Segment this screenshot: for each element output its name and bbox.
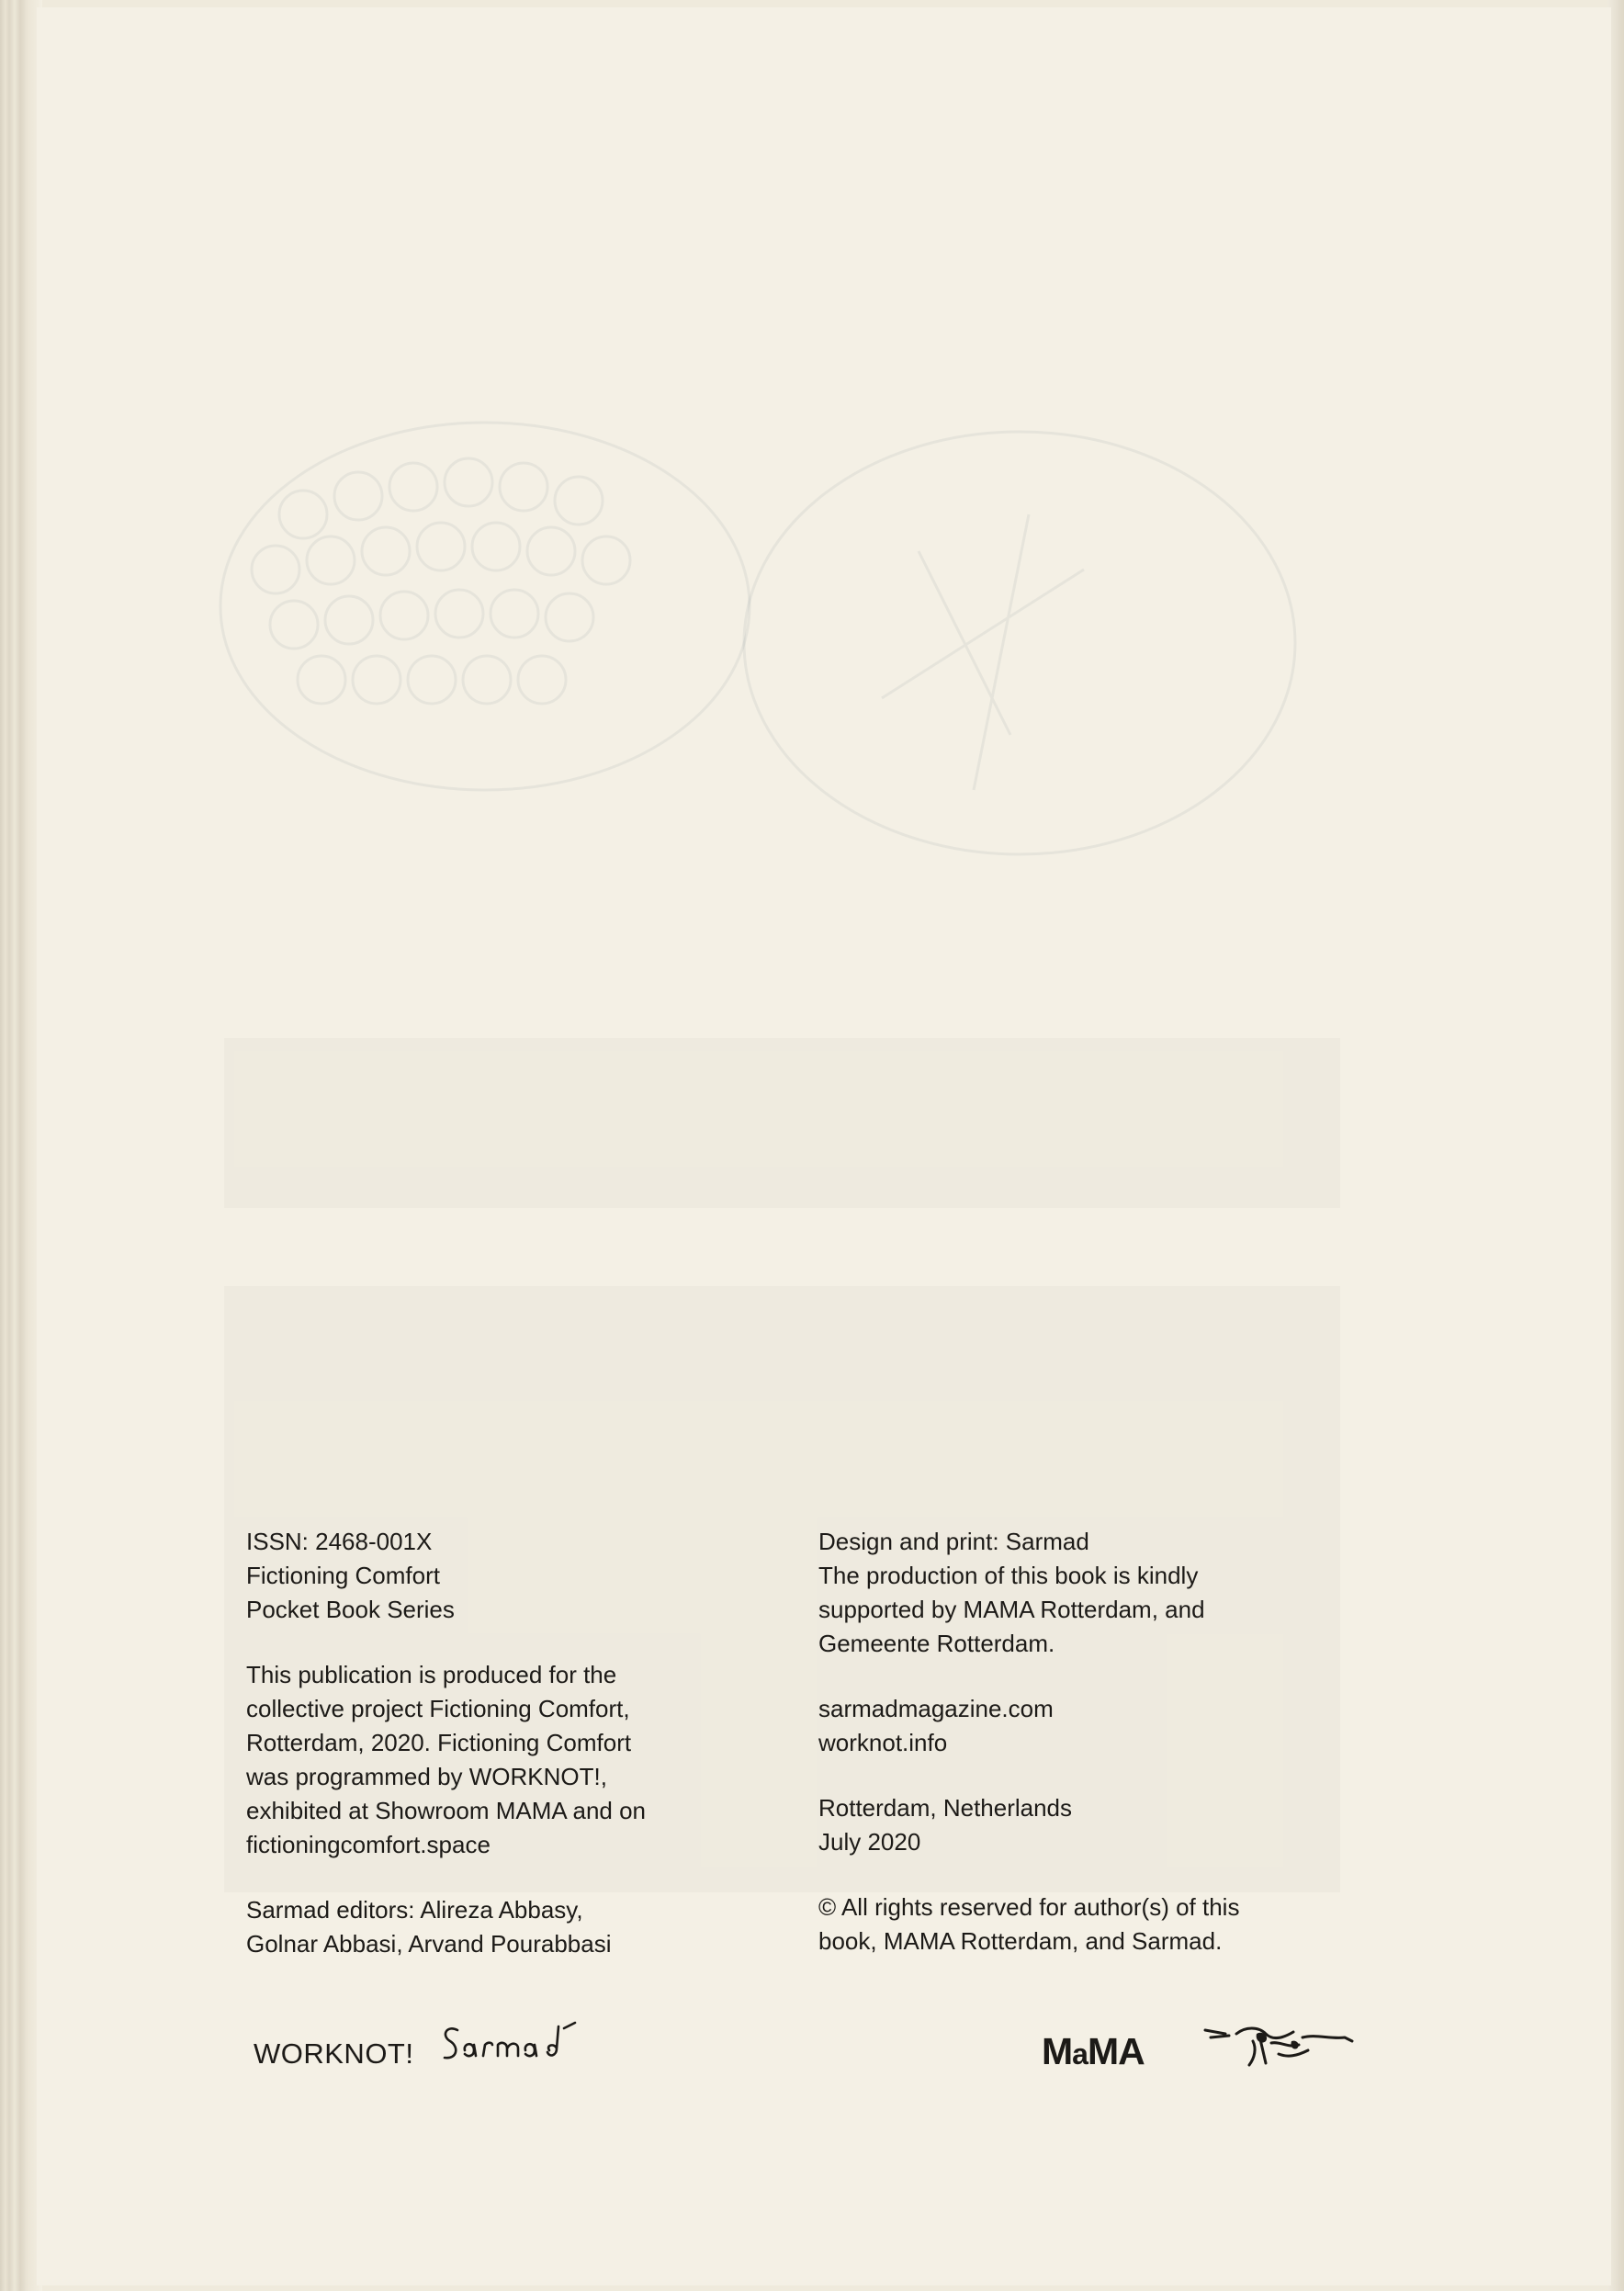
series-subtitle: Pocket Book Series [246, 1596, 455, 1623]
mama-logo [1042, 2030, 1145, 2073]
about-line: Rotterdam, 2020. Fictioning Comfort [246, 1729, 632, 1756]
about-line: fictioningcomfort.space [246, 1831, 491, 1858]
editors-line: Golnar Abbasi, Arvand Pourabbasi [246, 1930, 612, 1958]
about-line: collective project Fictioning Comfort, [246, 1695, 630, 1722]
colophon-right-column [818, 1525, 1388, 1990]
website-sarmad: sarmadmagazine.com [818, 1695, 1054, 1722]
rights [818, 1890, 1388, 1958]
worknot-logo: WORKNOT! [254, 2037, 414, 2070]
about-line: was programmed by WORKNOT!, [246, 1763, 607, 1790]
about-line: This publication is produced for the [246, 1661, 617, 1688]
gemeente-rotterdam-signature-icon [1201, 2017, 1358, 2072]
place-date [818, 1791, 1388, 1859]
sarmad-logo [437, 2017, 593, 2069]
mama-logo-a: a [1072, 2037, 1088, 2071]
design-line: Design and print: Sarmad [818, 1528, 1089, 1555]
design-line: The production of this book is kindly [818, 1562, 1199, 1589]
colophon-left-column [246, 1525, 779, 1992]
rights-line: © All rights reserved for author(s) of this [818, 1893, 1240, 1921]
place: Rotterdam, Netherlands [818, 1794, 1073, 1822]
about-line: exhibited at Showroom MAMA and on [246, 1797, 647, 1824]
websites [818, 1692, 1388, 1760]
rights-line: book, MAMA Rotterdam, and Sarmad. [818, 1927, 1223, 1955]
editors-line: Sarmad editors: Alireza Abbasy, [246, 1896, 583, 1924]
mama-logo-m: M [1042, 2030, 1073, 2072]
date: July 2020 [818, 1828, 921, 1856]
series-info [246, 1525, 779, 1627]
website-worknot: worknot.info [818, 1729, 948, 1756]
design-line: Gemeente Rotterdam. [818, 1630, 1055, 1657]
mama-logo-ma: MA [1087, 2030, 1145, 2072]
editors [246, 1893, 779, 1961]
series-title: Fictioning Comfort [246, 1562, 440, 1589]
design-credits [818, 1525, 1388, 1661]
publication-about [246, 1658, 779, 1862]
issn: ISSN: 2468-001X [246, 1528, 433, 1555]
design-line: supported by MAMA Rotterdam, and [818, 1596, 1205, 1623]
